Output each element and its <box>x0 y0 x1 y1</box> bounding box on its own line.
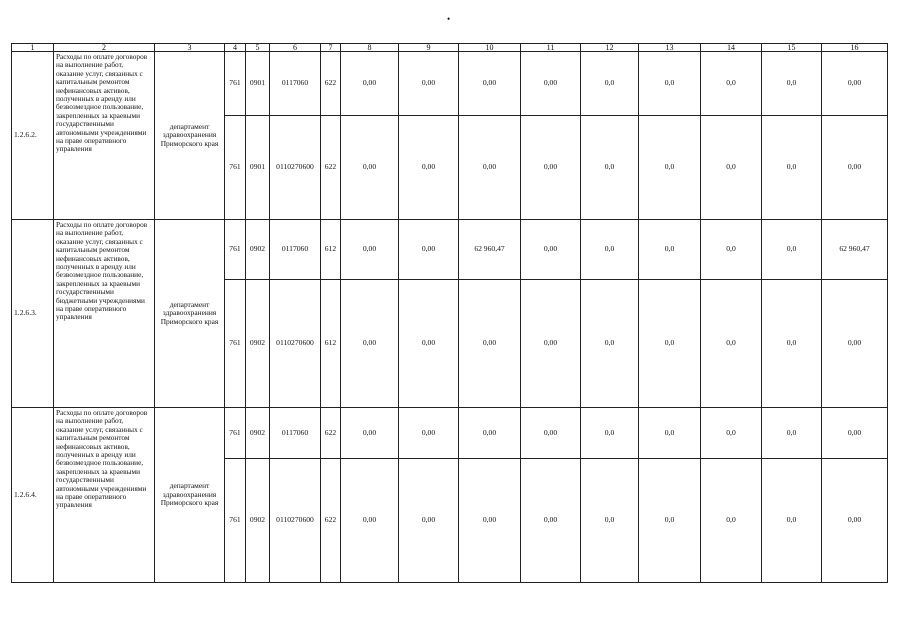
table-row <box>12 52 888 116</box>
cell-value: 0,0 <box>639 220 701 280</box>
cell-value: 0,00 <box>459 52 521 116</box>
row-department: департамент здравоохранения Приморского края <box>155 408 225 583</box>
cell-value: 0,00 <box>822 280 888 408</box>
cell-value: 0,00 <box>341 280 399 408</box>
cell-value: 0,00 <box>822 408 888 459</box>
cell-value: 0,00 <box>521 220 581 280</box>
cell-value: 0,0 <box>762 408 822 459</box>
cell-grbs: 761 <box>225 220 246 280</box>
cell-value: 0,0 <box>701 280 762 408</box>
cell-target: 0117060 <box>270 408 321 459</box>
header-cell: 2 <box>54 44 155 52</box>
cell-section: 0902 <box>246 459 270 583</box>
header-cell: 5 <box>246 44 270 52</box>
header-cell: 12 <box>581 44 639 52</box>
cell-value: 0,00 <box>399 52 459 116</box>
cell-section: 0901 <box>246 116 270 220</box>
row-code: 1.2.6.4. <box>12 408 54 583</box>
table-row <box>12 408 888 459</box>
cell-target: 0110270600 <box>270 459 321 583</box>
header-cell: 6 <box>270 44 321 52</box>
cell-grbs: 761 <box>225 459 246 583</box>
cell-value: 0,00 <box>822 459 888 583</box>
cell-type: 622 <box>321 116 341 220</box>
cell-value: 0,00 <box>341 408 399 459</box>
cell-type: 612 <box>321 220 341 280</box>
cell-type: 622 <box>321 52 341 116</box>
cell-value: 0,00 <box>341 116 399 220</box>
header-cell: 11 <box>521 44 581 52</box>
cell-value: 0,0 <box>639 52 701 116</box>
row-code: 1.2.6.2. <box>12 52 54 220</box>
cell-value: 0,0 <box>581 459 639 583</box>
cell-value: 0,0 <box>762 116 822 220</box>
row-department: департамент здравоохранения Приморского края <box>155 52 225 220</box>
header-row <box>12 44 888 52</box>
cell-value: 0,00 <box>459 408 521 459</box>
cell-value: 0,00 <box>459 280 521 408</box>
cell-value: 0,0 <box>701 116 762 220</box>
cell-value: 0,00 <box>399 116 459 220</box>
header-cell: 8 <box>341 44 399 52</box>
table-row <box>12 220 888 280</box>
header-cell: 10 <box>459 44 521 52</box>
cell-value: 0,0 <box>581 116 639 220</box>
cell-value: 0,0 <box>762 220 822 280</box>
cell-value: 0,00 <box>822 52 888 116</box>
cell-target: 0110270600 <box>270 280 321 408</box>
header-cell: 15 <box>762 44 822 52</box>
cell-section: 0901 <box>246 52 270 116</box>
cell-value: 0,0 <box>581 280 639 408</box>
cell-value: 0,00 <box>341 220 399 280</box>
cell-type: 612 <box>321 280 341 408</box>
cell-value: 0,00 <box>399 220 459 280</box>
cell-value: 0,00 <box>341 52 399 116</box>
cell-value: 0,00 <box>399 459 459 583</box>
row-description: Расходы по оплате договоров на выполнение работ, оказание услуг, связанных с капитальным ремонтом нефинансовых активов, полученных в аренду или безвозмездное пользование, закрепленных за краевыми государственными автономными учреждениями на праве оперативного управления <box>54 408 155 583</box>
header-cell: 16 <box>822 44 888 52</box>
cell-value: 0,00 <box>341 459 399 583</box>
row-code: 1.2.6.3. <box>12 220 54 408</box>
cell-value: 0,0 <box>701 220 762 280</box>
cell-value: 0,00 <box>521 408 581 459</box>
cell-type: 622 <box>321 459 341 583</box>
cell-value: 0,0 <box>762 52 822 116</box>
cell-grbs: 761 <box>225 52 246 116</box>
cell-value: 0,0 <box>581 52 639 116</box>
cell-value: 0,0 <box>701 52 762 116</box>
cell-value: 0,00 <box>521 280 581 408</box>
cell-value: 62 960,47 <box>459 220 521 280</box>
cell-value: 0,00 <box>521 459 581 583</box>
header-cell: 3 <box>155 44 225 52</box>
cell-value: 0,00 <box>822 116 888 220</box>
cell-type: 622 <box>321 408 341 459</box>
cell-value: 0,0 <box>581 220 639 280</box>
cell-value: 0,0 <box>762 459 822 583</box>
cell-value: 0,0 <box>639 408 701 459</box>
cell-value: 0,0 <box>639 280 701 408</box>
row-department: департамент здравоохранения Приморского края <box>155 220 225 408</box>
cell-value: 0,0 <box>701 459 762 583</box>
cell-value: 0,00 <box>459 459 521 583</box>
cell-value: 0,0 <box>701 408 762 459</box>
row-description: Расходы по оплате договоров на выполнение работ, оказание услуг, связанных с капитальным ремонтом нефинансовых активов, полученных в аренду или безвозмездное пользование, закрепленных за краевыми государственными автономными учреждениями на праве оперативного управления <box>54 52 155 220</box>
cell-value: 0,0 <box>762 280 822 408</box>
cell-value: 0,0 <box>581 408 639 459</box>
cell-value: 0,00 <box>459 116 521 220</box>
cell-value: 0,00 <box>521 52 581 116</box>
cell-target: 0117060 <box>270 52 321 116</box>
cell-grbs: 761 <box>225 280 246 408</box>
cell-section: 0902 <box>246 220 270 280</box>
cell-target: 0117060 <box>270 220 321 280</box>
cell-section: 0902 <box>246 408 270 459</box>
header-cell: 13 <box>639 44 701 52</box>
cell-value: 0,0 <box>639 459 701 583</box>
header-cell: 7 <box>321 44 341 52</box>
cell-value: 0,0 <box>639 116 701 220</box>
cell-value: 0,00 <box>399 280 459 408</box>
budget-table <box>11 43 888 583</box>
header-cell: 1 <box>12 44 54 52</box>
cell-target: 0110270600 <box>270 116 321 220</box>
page-mark: • <box>447 14 451 24</box>
cell-value: 0,00 <box>399 408 459 459</box>
cell-grbs: 761 <box>225 116 246 220</box>
cell-grbs: 761 <box>225 408 246 459</box>
header-cell: 14 <box>701 44 762 52</box>
cell-value: 0,00 <box>521 116 581 220</box>
cell-value: 62 960,47 <box>822 220 888 280</box>
row-description: Расходы по оплате договоров на выполнение работ, оказание услуг, связанных с капитальным ремонтом нефинансовых активов, полученных в аренду или безвозмездное пользование, закрепленных за краевыми государственными бюджетными учреждениями на праве оперативного управления <box>54 220 155 408</box>
header-cell: 9 <box>399 44 459 52</box>
header-cell: 4 <box>225 44 246 52</box>
cell-section: 0902 <box>246 280 270 408</box>
